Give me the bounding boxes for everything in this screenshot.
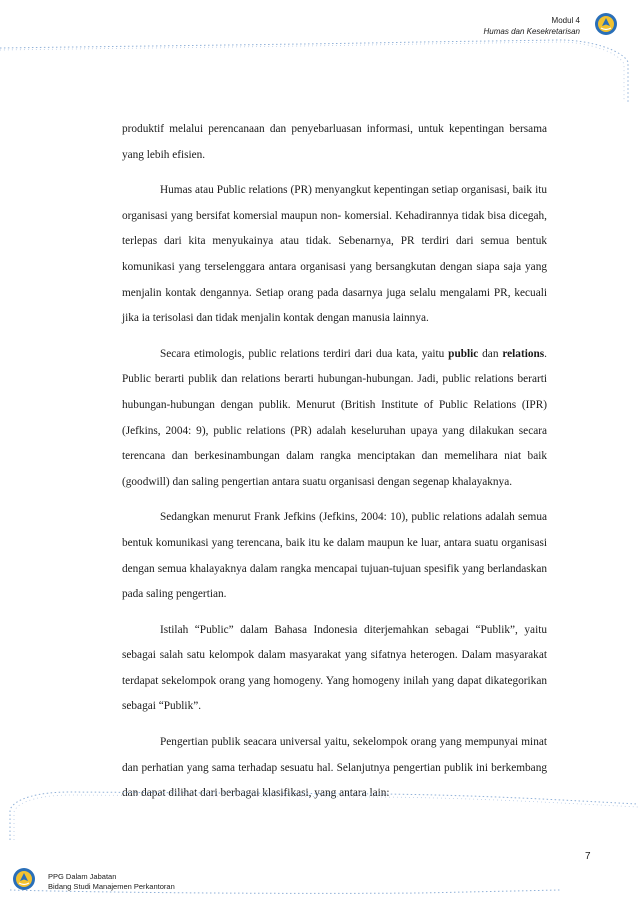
paragraph-1: produktif melalui perencanaan dan penyebarluasan informasi, untuk kepentingan bersama yang lebih efisien. [122, 123, 547, 161]
tut-wuri-handayani-logo-icon [594, 12, 618, 36]
paragraph-6: Pengertian publik seacara universal yaitu, sekelompok orang yang mempunyai minat dan perhatian yang sama terhadap sesuatu hal. Selanjutnya pengertian publik ini berkembang dan dapat dilihat dari berbagai klasifikasi, yang antara lain: [122, 736, 547, 800]
document-body [122, 117, 547, 817]
module-label: Modul 4 [551, 16, 580, 25]
footer-program [48, 872, 175, 892]
bold-term-relations: relations [502, 347, 545, 360]
paragraph-5: Istilah “Public” dalam Bahasa Indonesia diterjemahkan sebagai “Publik”, yaitu sebagai salah satu kelompok dalam masyarakat yang sifatnya heterogen. Dalam masyarakat terdapat sekelompok orang yang homogeny. Yang homogeny inilah yang dapat dikategorikan sebagai “Publik”. [122, 623, 547, 713]
page-number: 7 [585, 851, 591, 862]
footer-line-1: PPG Dalam Jabatan [48, 872, 117, 881]
paragraph-4: Sedangkan menurut Frank Jefkins (Jefkins, 2004: 10), public relations adalah semua bentuk komunikasi yang terencana, baik itu ke dalam maupun ke luar, antara suatu organisasi dengan semua khalayaknya dalam rangka mencapai tujuan-tujuan spesifik yang berlandaskan pada saling pengertian. [122, 511, 547, 601]
header-title [484, 15, 581, 37]
paragraph-2: Humas atau Public relations (PR) menyangkut kepentingan setiap organisasi, baik itu organisasi yang bersifat komersial maupun non- komersial. Kehadirannya tidak bisa dicegah, terlepas dari kita menyukainya atau tidak. Sebenarnya, PR terdiri dari semua bentuk komunikasi yang terselenggara antara organisasi yang bersangkutan dengan siapa saja yang menjalin kontak dengannya. Setiap orang pada dasarnya juga selalu mengalami PR, kecuali jika ia terisolasi dan tidak menjalin kontak dengan manusia lainnya. [122, 184, 547, 325]
footer-line-2: Bidang Studi Manajemen Perkantoran [48, 882, 175, 891]
module-subtitle: Humas dan Kesekretarisan [483, 27, 580, 36]
tut-wuri-handayani-logo-icon [12, 867, 36, 891]
bold-term-public: public [448, 347, 479, 360]
paragraph-3: Secara etimologis, public relations terdiri dari dua kata, yaitu public dan relations. Public berarti publik dan relations berarti hubungan-hubungan. Jadi, public relations berarti hubungan-hubungan dengan publik. Menurut (British Institute of Public Relations (IPR) (Jefkins, 2004: 9), public relations (PR) adalah keseluruhan upaya yang dilakukan secara terencana dan berkesinambungan dalam rangka menciptakan dan memelihara niat baik (goodwill) dan saling pengertian antara suatu organisasi dengan segenap khalayaknya. [122, 347, 547, 488]
